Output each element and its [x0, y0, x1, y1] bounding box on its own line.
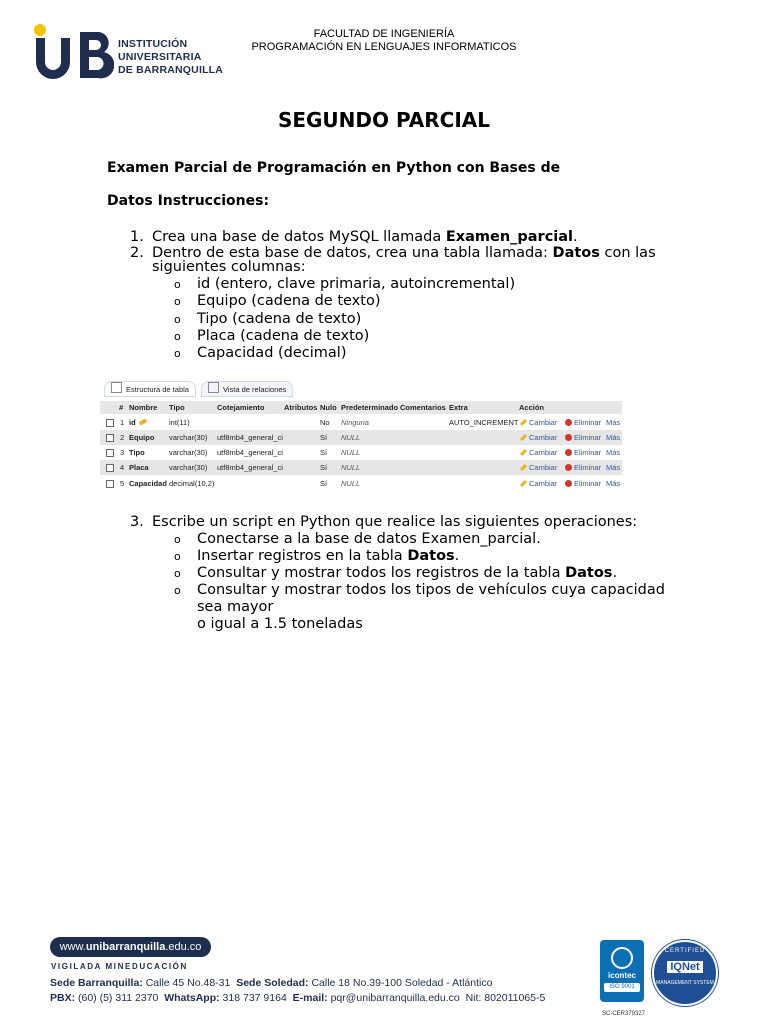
row-default: NULL	[341, 448, 361, 457]
vigilada-label: VIGILADA MINEDUCACIÓN	[51, 962, 188, 971]
email-address: pqr@unibarranquilla.edu.co	[327, 992, 460, 1004]
header-collation: Cotejamiento	[217, 403, 265, 412]
logo-text	[118, 38, 223, 77]
pencil-icon	[520, 464, 527, 471]
row-checkbox[interactable]	[106, 449, 114, 457]
row-type: varchar(30)	[169, 433, 208, 442]
header-type: Tipo	[169, 403, 185, 412]
row-null: Sí	[320, 433, 328, 442]
header-null: Nulo	[320, 403, 337, 412]
table-row	[100, 415, 622, 430]
iqnet-brand: IQNet	[667, 961, 702, 973]
row-default: Ninguna	[341, 418, 369, 427]
op-3-post: .	[612, 565, 618, 581]
whatsapp-label: WhatsApp:	[164, 992, 220, 1004]
iso-label: ISO 9001	[604, 983, 640, 992]
item-1-pre: Crea una base de datos MySQL llamada	[152, 229, 446, 245]
item-1-post: .	[573, 229, 578, 245]
delete-action[interactable]	[565, 415, 601, 430]
operation-item-cont: sea mayor	[197, 599, 274, 615]
logo-line-3: DE BARRANQUILLA	[118, 64, 224, 76]
bullet-marker: o	[174, 313, 181, 326]
row-extra: AUTO_INCREMENT	[449, 418, 519, 427]
tab-relations-label: Vista de relaciones	[223, 385, 287, 394]
item-2-table-name: Datos	[552, 245, 600, 261]
header-course-info	[230, 28, 538, 54]
row-collation: utf8mb4_general_ci	[217, 463, 283, 472]
operation-item	[197, 565, 617, 581]
delete-label: Eliminar	[574, 418, 602, 427]
more-action[interactable]: Más	[606, 433, 621, 442]
row-type: decimal(10,2)	[169, 479, 215, 488]
subtitle-line-2: Datos Instrucciones:	[107, 193, 270, 209]
bullet-marker: o	[174, 347, 181, 360]
row-null: Sí	[320, 448, 328, 457]
delete-icon	[565, 449, 572, 456]
op-2-table: Datos	[407, 548, 455, 564]
row-collation: utf8mb4_general_ci	[217, 448, 283, 457]
change-action[interactable]	[520, 476, 557, 491]
item-1-text	[152, 229, 578, 245]
operation-item: Conectarse a la base de datos Examen_parcial.	[197, 531, 541, 547]
op-2-pre: Insertar registros en la tabla	[197, 548, 408, 564]
op-3-pre: Consultar y mostrar todos los registros de la tabla	[197, 565, 566, 581]
delete-action[interactable]	[565, 460, 601, 475]
delete-label: Eliminar	[574, 463, 602, 472]
university-logo	[34, 24, 224, 84]
op-3-table: Datos	[565, 565, 613, 581]
iqnet-management-system: MANAGEMENT SYSTEM	[656, 980, 714, 986]
change-label: Cambiar	[529, 479, 558, 488]
change-label: Cambiar	[529, 433, 558, 442]
primary-key-icon	[138, 418, 147, 425]
bullet-marker: o	[174, 295, 181, 308]
operation-item-cont: o igual a 1.5 toneladas	[197, 616, 363, 632]
change-action[interactable]	[520, 445, 557, 460]
header-name: Nombre	[129, 403, 158, 412]
tab-relation-view[interactable]	[201, 381, 293, 397]
row-checkbox[interactable]	[106, 419, 114, 427]
pencil-icon	[520, 419, 527, 426]
logo-u-mark	[34, 32, 72, 80]
table-row	[100, 445, 622, 460]
web-post: .edu.co	[165, 941, 202, 953]
column-item: Capacidad (decimal)	[197, 345, 347, 361]
logo-line-2: UNIVERSITARIA	[118, 51, 202, 63]
header-default: Predeterminado	[341, 403, 399, 412]
tab-structure-label: Estructura de tabla	[126, 385, 189, 394]
icontec-name: icontec	[607, 971, 636, 980]
change-action[interactable]	[520, 415, 557, 430]
bullet-marker: o	[174, 550, 181, 563]
row-num: 1	[120, 418, 125, 427]
sede2-label: Sede Soledad:	[236, 977, 309, 989]
row-checkbox[interactable]	[106, 480, 114, 488]
row-default: NULL	[341, 433, 361, 442]
item-2-post: con las	[599, 245, 656, 261]
delete-label: Eliminar	[574, 433, 602, 442]
logo-line-1: INSTITUCIÓN	[118, 38, 188, 50]
email-label: E-mail:	[292, 992, 328, 1004]
header-attributes: Atributos	[284, 403, 318, 412]
course-name: PROGRAMACIÓN EN LENGUAJES INFORMATICOS	[251, 41, 517, 53]
item-2-line-2: siguientes columnas:	[152, 259, 306, 275]
table-header	[100, 401, 622, 414]
operation-item: Consultar y mostrar todos los tipos de vehículos cuya capacidad	[197, 582, 665, 598]
certificate-code: SC-CER379327	[602, 1011, 646, 1017]
column-item: id (entero, clave primaria, autoincremental)	[197, 276, 516, 292]
row-name: Capacidad	[129, 479, 167, 488]
row-collation: utf8mb4_general_ci	[217, 433, 283, 442]
delete-action[interactable]	[565, 430, 601, 445]
bullet-marker: o	[174, 330, 181, 343]
column-item: Placa (cadena de texto)	[197, 328, 370, 344]
delete-icon	[565, 434, 572, 441]
change-label: Cambiar	[529, 418, 558, 427]
bullet-marker: o	[174, 533, 181, 546]
row-name: Placa	[129, 463, 149, 472]
more-action[interactable]: Más	[606, 448, 621, 457]
logo-b-mark	[78, 30, 114, 80]
bullet-marker: o	[174, 584, 181, 597]
row-type: varchar(30)	[169, 448, 208, 457]
delete-label: Eliminar	[574, 479, 602, 488]
row-name	[129, 415, 147, 430]
row-name: Equipo	[129, 433, 155, 442]
row-type: int(11)	[169, 418, 190, 427]
sede1-label: Sede Barranquilla:	[50, 977, 143, 989]
web-bold: unibarranquilla	[85, 941, 166, 953]
row-null: Sí	[320, 463, 328, 472]
pencil-icon	[520, 449, 527, 456]
change-action[interactable]	[520, 430, 557, 445]
row-num: 2	[120, 433, 125, 442]
sede1-address: Calle 45 No.48-31	[142, 977, 231, 989]
web-pre: www.	[59, 941, 86, 953]
pencil-icon	[520, 480, 527, 487]
subtitle-line-1: Examen Parcial de Programación en Python con Bases de	[107, 160, 561, 176]
structure-icon	[111, 382, 122, 393]
item-1-number: 1.	[130, 229, 144, 245]
delete-action[interactable]	[565, 476, 601, 491]
item-1-db-name: Examen_parcial	[445, 229, 574, 245]
delete-icon	[565, 464, 572, 471]
icontec-certification-badge	[600, 940, 644, 1002]
bullet-marker: o	[174, 278, 181, 291]
table-row	[100, 476, 622, 491]
bullet-marker: o	[174, 567, 181, 580]
delete-icon	[565, 480, 572, 487]
footer-contact	[50, 992, 545, 1004]
footer-address	[50, 977, 492, 989]
delete-label: Eliminar	[574, 448, 602, 457]
pbx-number: (60) (5) 311 2370	[75, 992, 159, 1004]
item-3-text: Escribe un script en Python que realice las siguientes operaciones:	[152, 514, 638, 530]
relations-icon	[208, 382, 219, 393]
delete-icon	[565, 419, 572, 426]
column-item: Equipo (cadena de texto)	[197, 293, 381, 309]
operation-item	[197, 548, 459, 564]
header-num: #	[119, 403, 124, 412]
row-checkbox[interactable]	[106, 434, 114, 442]
delete-action[interactable]	[565, 445, 601, 460]
item-3-number: 3.	[130, 514, 144, 530]
row-default: NULL	[341, 463, 361, 472]
row-num: 4	[120, 463, 125, 472]
row-name-text: id	[129, 418, 136, 427]
nit-number: Nit: 802011065-5	[465, 992, 546, 1004]
iqnet-certified: CERTIFIED	[664, 948, 706, 954]
pbx-label: PBX:	[50, 992, 76, 1004]
change-label: Cambiar	[529, 463, 558, 472]
row-null: No	[320, 418, 330, 427]
row-num: 5	[120, 479, 125, 488]
item-2-number: 2.	[130, 245, 144, 261]
header-comments: Comentarios	[400, 403, 446, 412]
row-name: Tipo	[129, 448, 145, 457]
more-action[interactable]: Más	[606, 463, 621, 472]
more-action[interactable]: Más	[606, 479, 621, 488]
table-row	[100, 460, 622, 475]
whatsapp-number: 318 737 9164	[219, 992, 287, 1004]
change-label: Cambiar	[529, 448, 558, 457]
page-title: SEGUNDO PARCIAL	[277, 108, 491, 132]
website-badge	[50, 937, 211, 957]
row-type: varchar(30)	[169, 463, 208, 472]
change-action[interactable]	[520, 460, 557, 475]
row-null: Sí	[320, 479, 328, 488]
header-action: Acción	[519, 403, 545, 412]
icontec-icon	[611, 947, 633, 969]
sede2-address: Calle 18 No.39-100 Soledad - Atlántico	[308, 977, 493, 989]
iqnet-certification-badge	[652, 940, 718, 1006]
pencil-icon	[520, 434, 527, 441]
header-extra: Extra	[449, 403, 468, 412]
row-num: 3	[120, 448, 125, 457]
op-2-post: .	[454, 548, 460, 564]
faculty-name: FACULTAD DE INGENIERÍA	[313, 28, 455, 40]
tab-table-structure[interactable]	[104, 381, 196, 397]
table-row	[100, 430, 622, 445]
more-action[interactable]: Más	[606, 418, 621, 427]
item-2-pre: Dentro de esta base de datos, crea una tabla llamada:	[152, 245, 553, 261]
column-item: Tipo (cadena de texto)	[197, 311, 362, 327]
row-default: NULL	[341, 479, 361, 488]
row-checkbox[interactable]	[106, 464, 114, 472]
